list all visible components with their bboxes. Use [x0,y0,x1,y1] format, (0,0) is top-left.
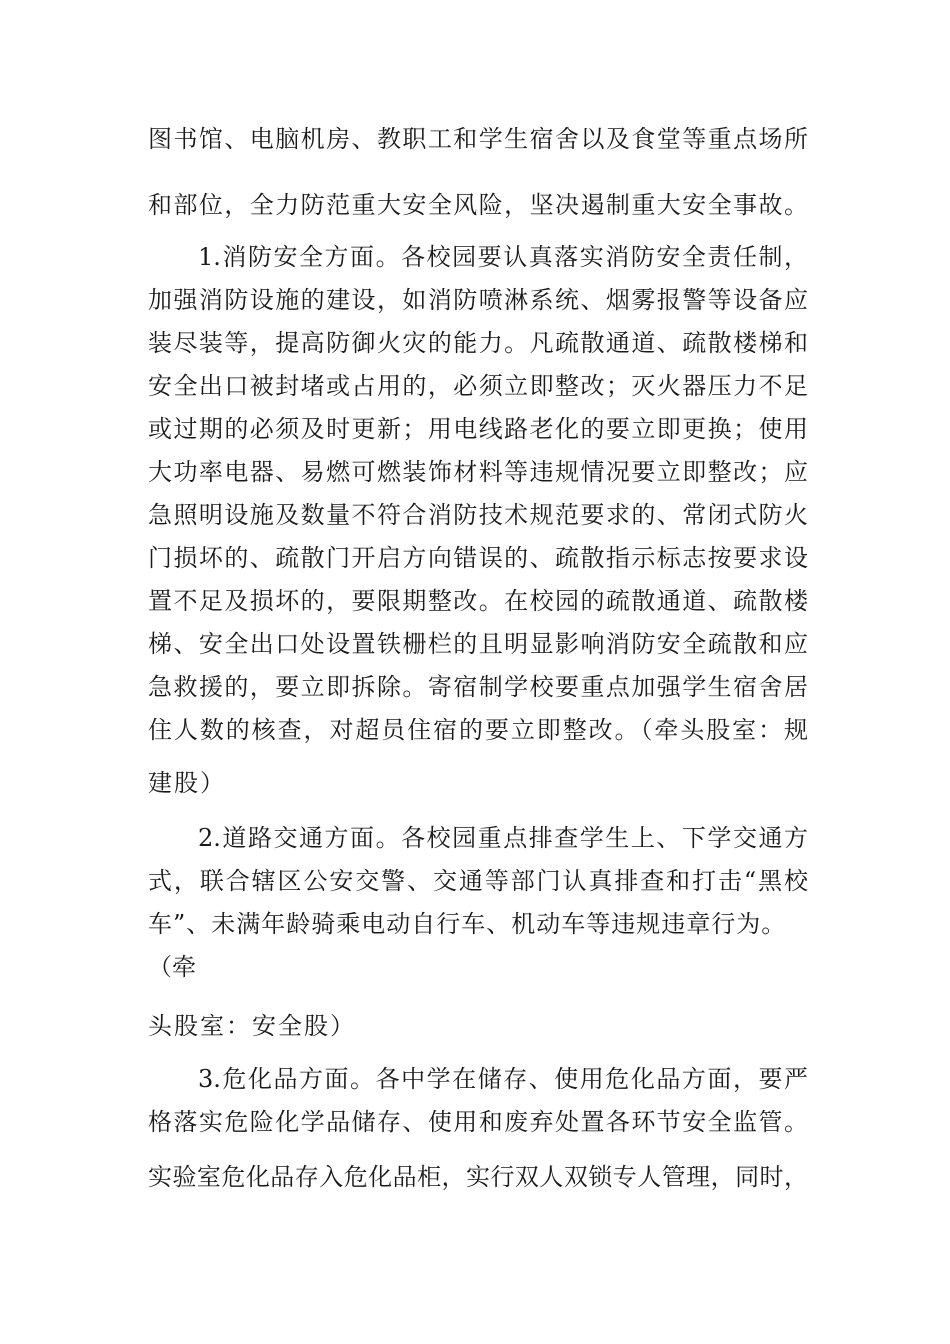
text-line: 急照明设施及数量不符合消防技术规范要求的、常闭式防火 [148,501,808,529]
paragraph-2-start: 2.道路交通方面。各校园重点排查学生上、下学交通方 [198,824,808,852]
text-line: 置不足及损坏的，要限期整改。在校园的疏散通道、疏散楼 [148,587,808,615]
text-line: 门损坏的、疏散门开启方向错误的、疏散指示标志按要求设 [148,544,808,572]
text-line: 和部位，全力防范重大安全风险，坚决遏制重大安全事故。 [148,191,808,219]
text-line: 建股） [148,769,226,797]
text-line: 装尽装等，提高防御火灾的能力。凡疏散通道、疏散楼梯和 [148,329,808,357]
text-line: 住人数的核查，对超员住宿的要立即整改。（牵头股室：规 [148,716,808,744]
text-line: （牵 [148,953,196,981]
text-line: 车”、未满年龄骑乘电动自行车、机动车等违规违章行为。 [148,910,787,938]
text-line: 格落实危险化学品储存、使用和废弃处置各环节安全监管。 [148,1108,808,1136]
paragraph-1-start: 1.消防安全方面。各校园要认真落实消防安全责任制， [198,243,808,271]
text-line: 头股室：安全股） [148,1012,356,1040]
text-line: 安全出口被封堵或占用的，必须立即整改；灭火器压力不足 [148,372,808,400]
text-line: 式，联合辖区公安交警、交通等部门认真排查和打击“黑校 [148,867,808,895]
text-line: 急救援的，要立即拆除。寄宿制学校要重点加强学生宿舍居 [148,673,808,701]
text-line: 大功率电器、易燃可燃装饰材料等违规情况要立即整改；应 [148,458,808,486]
text-line: 图书馆、电脑机房、教职工和学生宿舍以及食堂等重点场所 [148,125,808,153]
text-line: 实验室危化品存入危化品柜，实行双人双锁专人管理，同时， [148,1163,808,1191]
text-line: 梯、安全出口处设置铁栅栏的且明显影响消防安全疏散和应 [148,630,808,658]
paragraph-3-start: 3.危化品方面。各中学在储存、使用危化品方面，要严 [198,1065,808,1093]
text-line: 或过期的必须及时更新；用电线路老化的要立即更换；使用 [148,415,808,443]
text-line: 加强消防设施的建设，如消防喷淋系统、烟雾报警等设备应 [148,286,808,314]
